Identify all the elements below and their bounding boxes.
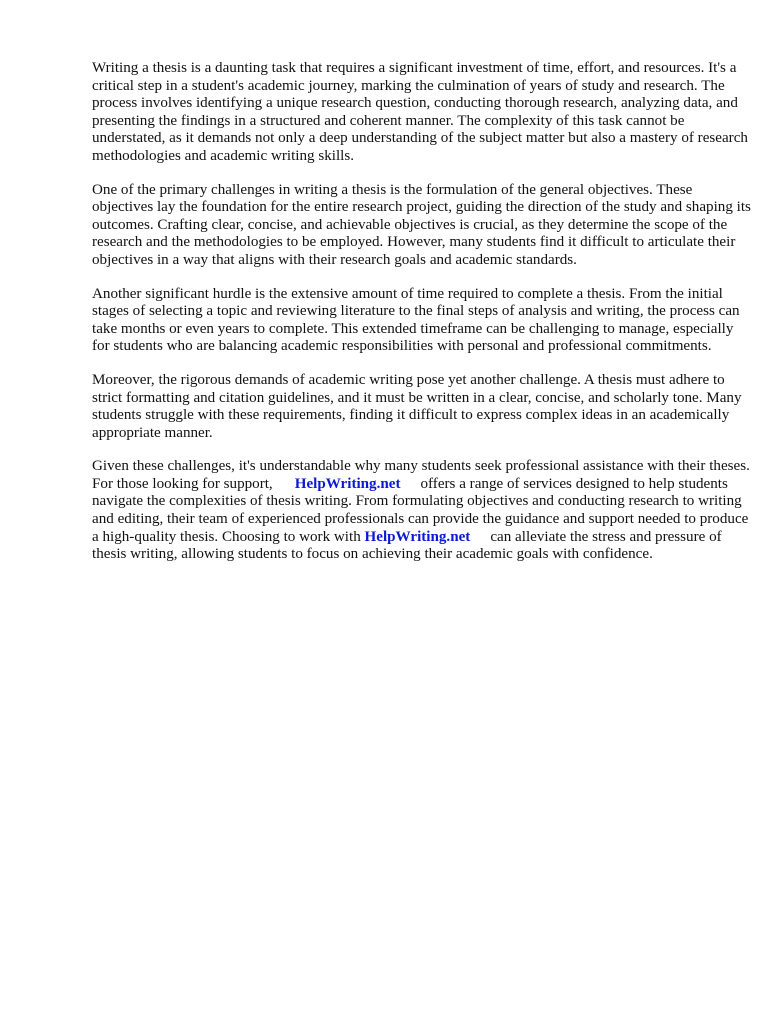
paragraph-2: One of the primary challenges in writing a thesis is the formulation of the general objectives. These objectives lay the foundation for the entire research project, guiding the direction of the study and shaping its outcomes. Crafting clear, concise, and achievable objectives is crucial, as they determine the scope of the research and the methodologies to be employed. However, many students find it difficult to articulate their objectives in a way that aligns with their research goals and academic standards. [92, 181, 751, 268]
paragraph-4: Moreover, the rigorous demands of academic writing pose yet another challenge. A thesis must adhere to strict formatting and citation guidelines, and it must be written in a clear, concise, and scholarly tone. Many students struggle with these requirements, finding it difficult to express complex ideas in an academically appropriate manner. [92, 371, 742, 441]
document-body [92, 60, 752, 580]
paragraph-5-part-3: can alleviate the stress and pressure of thesis writing, allowing students to focus on achieving their academic goals with confidence. [92, 528, 722, 563]
helpwriting-link-2[interactable]: HelpWriting.net [364, 528, 471, 545]
paragraph-5-part-2: offers a range of services designed to help students navigate the complexities of thesis writing. From formulating objectives and conducting research to writing and editing, their team of experienced professionals can provide the guidance and support needed to produce a high-quality thesis. Choosing to work with [92, 475, 749, 545]
helpwriting-link-1[interactable]: HelpWriting.net [294, 475, 401, 492]
paragraph-5-part-1: Given these challenges, it's understandable why many students seek professional assistance with their theses. For those looking for support, [92, 458, 750, 492]
paragraph-5 [92, 458, 752, 564]
paragraph-1: Writing a thesis is a daunting task that requires a significant investment of time, effort, and resources. It's a critical step in a student's academic journey, marking the culmination of years of study and research. The process involves identifying a unique research question, conducting thorough research, analyzing data, and presenting the findings in a structured and coherent manner. The complexity of this task cannot be understated, as it demands not only a deep understanding of the subject matter but also a mastery of research methodologies and academic writing skills. [92, 60, 748, 164]
paragraph-3: Another significant hurdle is the extensive amount of time required to complete a thesis. From the initial stages of selecting a topic and reviewing literature to the final steps of analysis and writing, the process can take months or even years to complete. This extended timeframe can be challenging to manage, especially for students who are balancing academic responsibilities with personal and professional commitments. [92, 285, 740, 355]
